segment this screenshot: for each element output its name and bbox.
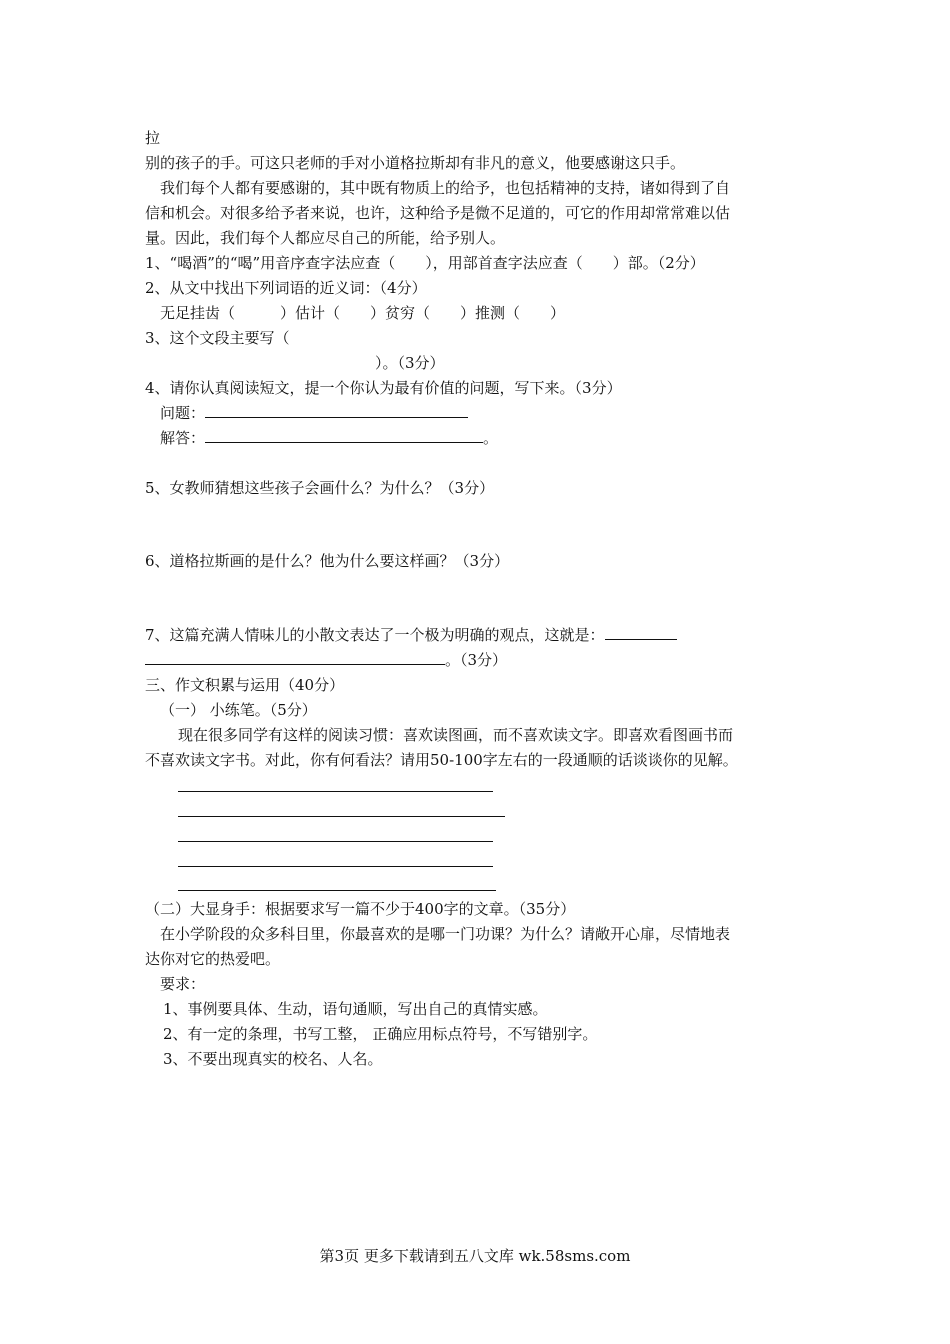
question-3-end: ）。（3分） <box>375 354 445 372</box>
writing-line[interactable] <box>178 890 496 891</box>
writing-line[interactable] <box>178 841 493 842</box>
requirements-label: 要求： <box>160 975 206 993</box>
part-2-title: （二）大显身手：根据要求写一篇不少于400字的文章。（35分） <box>145 900 576 918</box>
answer-blank[interactable] <box>145 648 445 665</box>
question-4-answer-line <box>160 426 498 450</box>
passage-line: 别的孩子的手。可这只老师的手对小道格拉斯却有非凡的意义，他要感谢这只手。 <box>145 154 686 172</box>
answer-blank[interactable] <box>205 401 468 418</box>
answer-label: 解答： <box>160 429 206 447</box>
writing-line[interactable] <box>178 791 493 792</box>
passage-line: 信和机会。对很多给予者来说，也许，这种给予是微不足道的，可它的作用却常常难以估 <box>145 204 731 222</box>
question-2: 2、从文中找出下列词语的近义词：（4分） <box>145 279 427 297</box>
writing-line[interactable] <box>178 866 493 867</box>
question-label: 问题： <box>160 404 206 422</box>
passage-line: 量。因此，我们每个人都应尽自己的所能，给予别人。 <box>145 229 506 247</box>
question-6: 6、道格拉斯画的是什么？他为什么要这样画？（3分） <box>145 552 510 570</box>
section-heading: 三、作文积累与运用（40分） <box>145 676 345 694</box>
question-7-end-line <box>145 648 507 672</box>
question-5: 5、女教师猜想这些孩子会画什么？为什么？（3分） <box>145 479 495 497</box>
question-7-end: 。（3分） <box>445 651 508 669</box>
requirement-item: 1、事例要具体、生动，语句通顺，写出自己的真情实感。 <box>163 1000 548 1018</box>
question-2-items: 无足挂齿（ ）估计（ ）贫穷（ ）推测（ ） <box>160 304 566 322</box>
question-3: 3、这个文段主要写（ <box>145 329 290 347</box>
requirement-item: 3、不要出现真实的校名、人名。 <box>163 1050 383 1068</box>
question-1: 1、“喝酒”的“喝”用音序查字法应查（ ），用部首查字法应查（ ）部。（2分） <box>145 254 705 272</box>
passage-line: 拉 <box>145 129 161 147</box>
answer-end: 。 <box>483 429 499 447</box>
passage-line: 我们每个人都有要感谢的，其中既有物质上的给予，也包括精神的支持，诸如得到了自 <box>160 179 731 197</box>
requirement-item: 2、有一定的条理，书写工整， 正确应用标点符号，不写错别字。 <box>163 1025 598 1043</box>
part-1-text: 不喜欢读文字书。对此，你有何看法？请用50-100字左右的一段通顺的话谈谈你的见解。 <box>145 751 738 769</box>
question-4-question-line <box>160 401 468 425</box>
part-1-title: （一） 小练笔。（5分） <box>160 701 317 719</box>
part-2-text: 在小学阶段的众多科目里，你最喜欢的是哪一门功课？为什么？请敞开心扉，尽情地表 <box>160 925 731 943</box>
question-7-text: 7、这篇充满人情味儿的小散文表达了一个极为明确的观点，这就是： <box>145 626 605 644</box>
part-2-text: 达你对它的热爱吧。 <box>145 950 281 968</box>
answer-blank[interactable] <box>205 426 483 443</box>
page-footer: 第3页 更多下载请到五八文库 wk.58sms.com <box>319 1247 631 1265</box>
question-4: 4、请你认真阅读短文，提一个你认为最有价值的问题，写下来。（3分） <box>145 379 622 397</box>
question-7 <box>145 623 677 647</box>
writing-line[interactable] <box>178 816 505 817</box>
answer-blank[interactable] <box>605 623 677 640</box>
part-1-text: 现在很多同学有这样的阅读习惯：喜欢读图画，而不喜欢读文字。即喜欢看图画书而 <box>178 726 734 744</box>
